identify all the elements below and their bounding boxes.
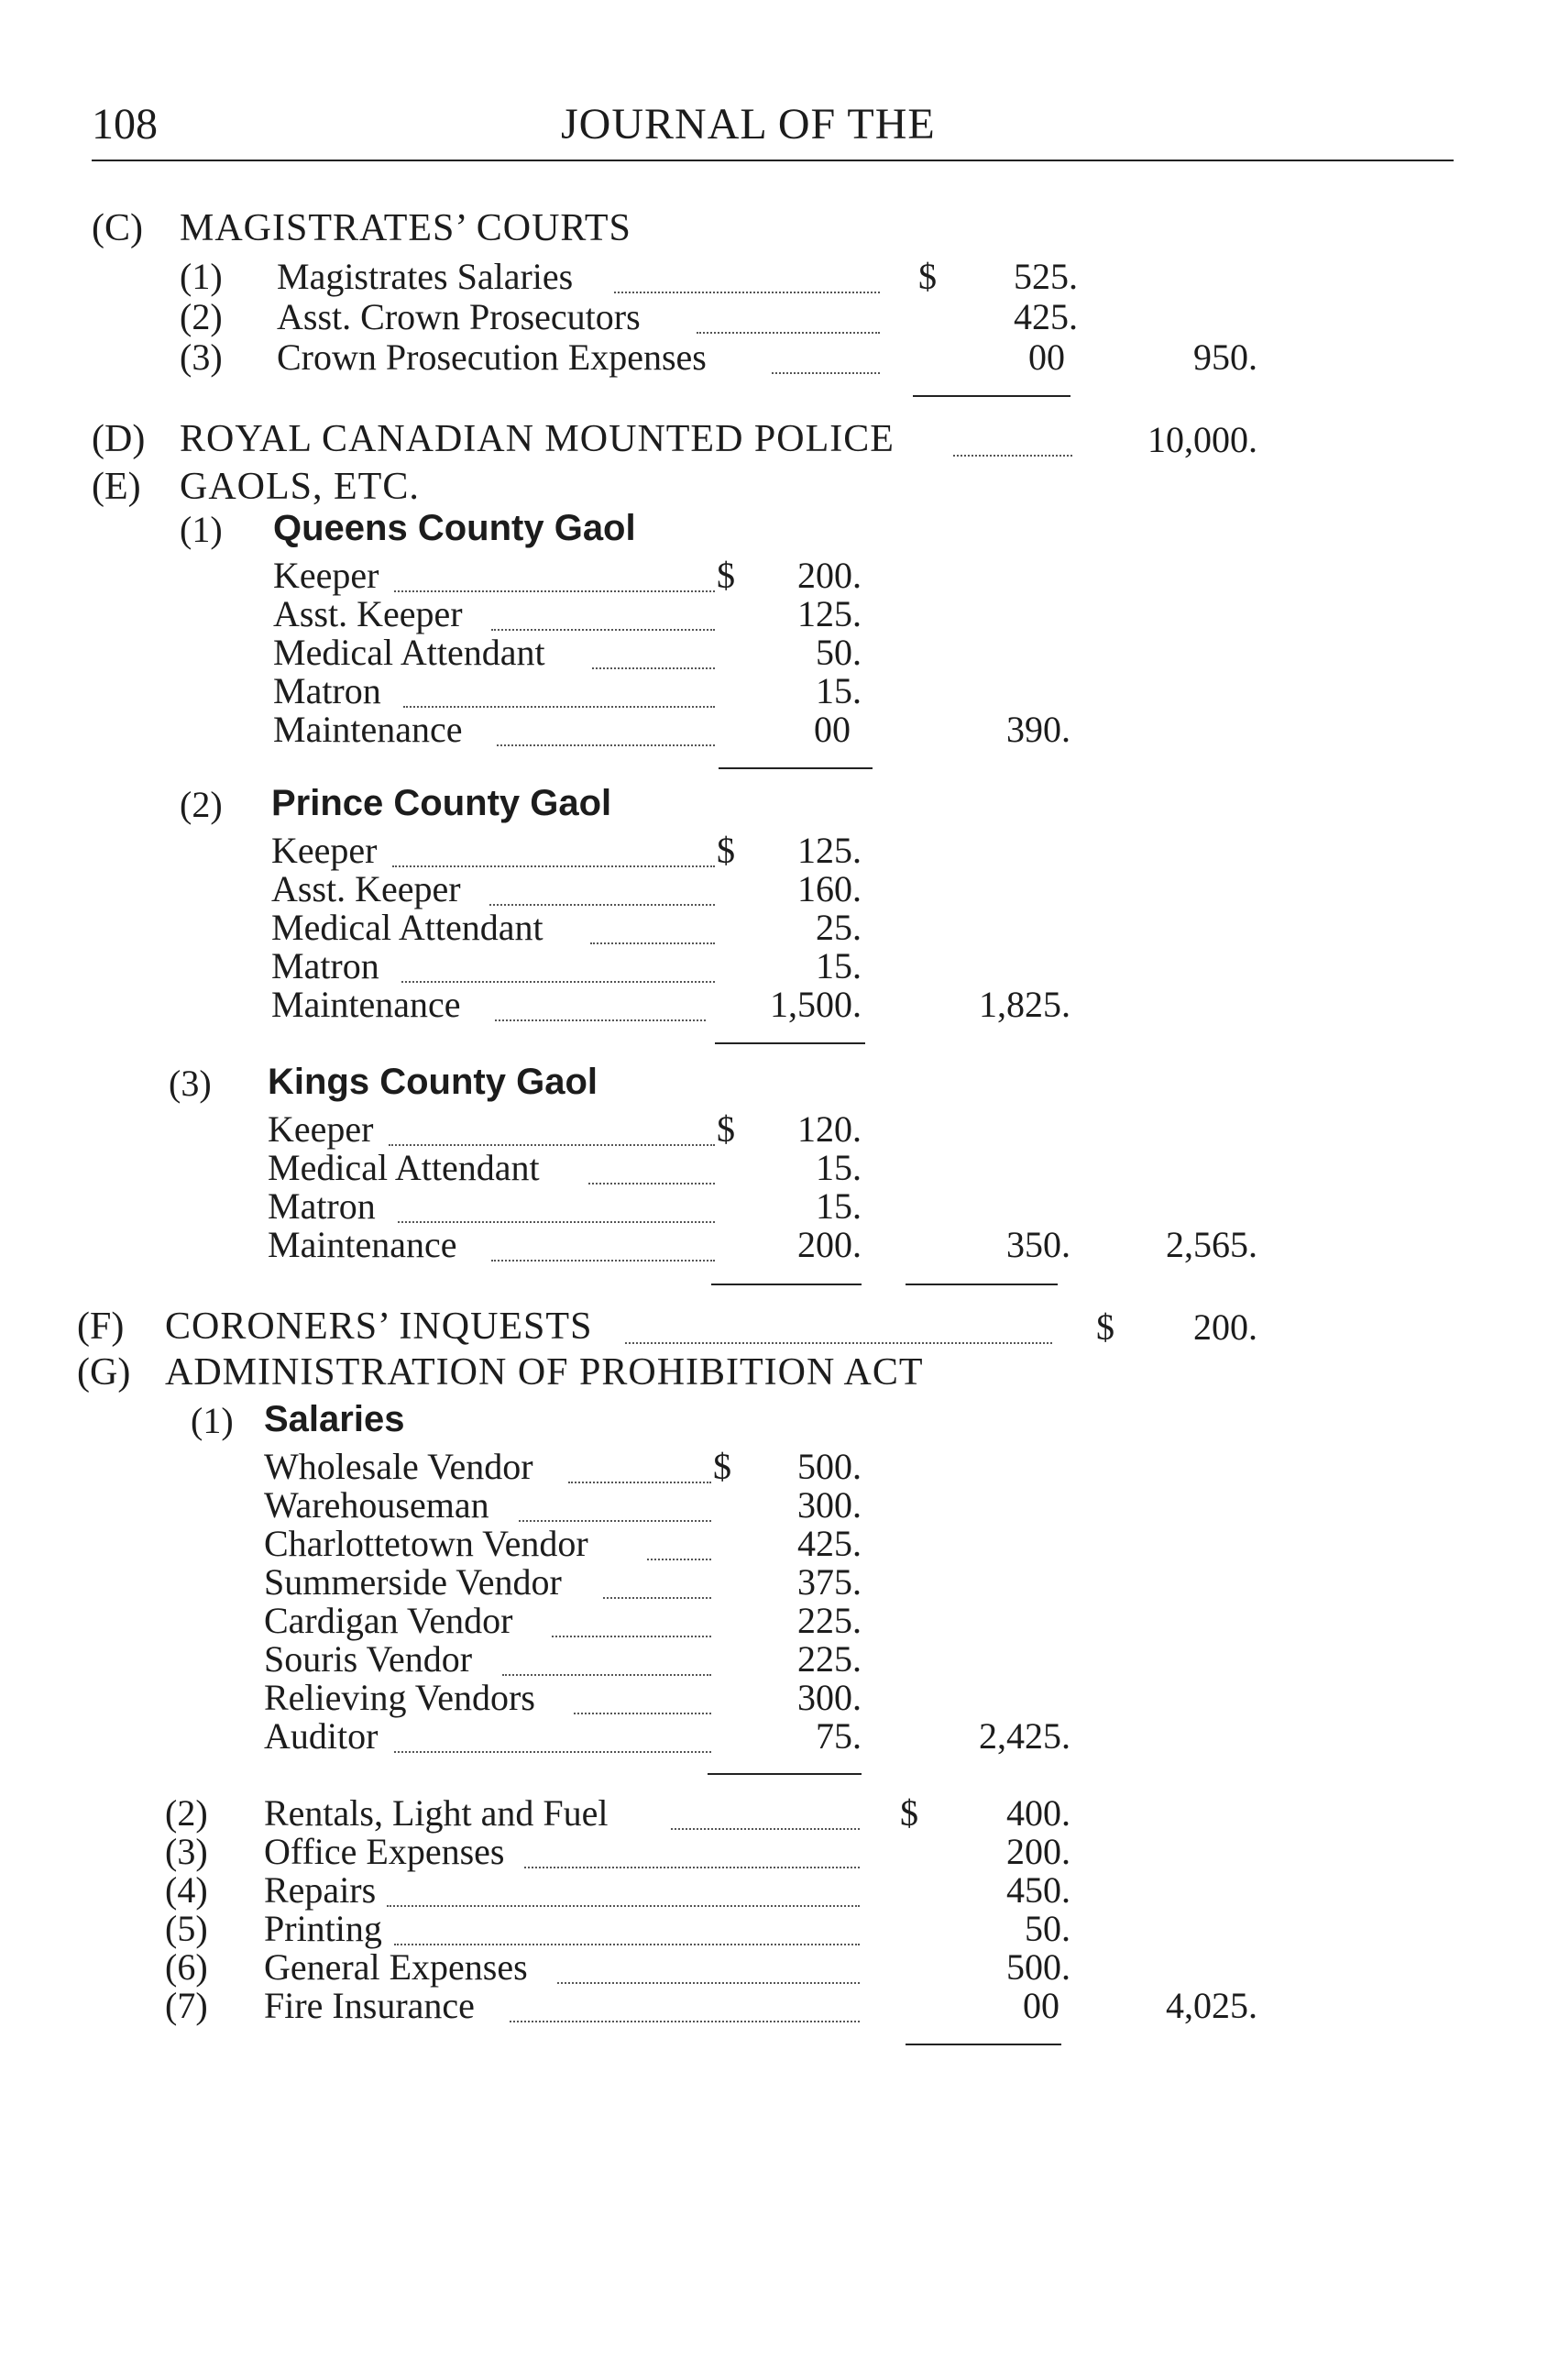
g-salary-amount: 225. [797, 1638, 862, 1680]
gaol-3-item-amount: 120. [797, 1108, 862, 1150]
g-salaries-name: Salaries [264, 1399, 405, 1439]
header-rule [92, 160, 1454, 161]
gaol-1-item-label: Keeper [273, 555, 379, 596]
e-total: 2,565. [1166, 1224, 1257, 1265]
g-salary-label: Souris Vendor [264, 1638, 473, 1680]
g-other-label: Rentals, Light and Fuel [264, 1792, 609, 1834]
gaol-3-item-label: Maintenance [268, 1224, 457, 1265]
leader-dots [491, 1260, 715, 1262]
gaol-3-item-label: Matron [268, 1185, 376, 1227]
c-item-1-num: (1) [180, 256, 223, 297]
leader-dots [614, 292, 880, 293]
gaol-2-dollar: $ [717, 830, 735, 871]
gaol-1-item-amount: 50. [816, 632, 862, 673]
g-other-amount: 00 [1023, 1985, 1059, 2026]
gaol-2-item-amount: 125. [797, 830, 862, 871]
section-g-title: ADMINISTRATION OF PROHIBITION ACT [165, 1351, 924, 1394]
leader-dots [625, 1342, 1052, 1344]
section-c-title: MAGISTRATES’ COURTS [180, 207, 631, 249]
g-other-num: (3) [165, 1831, 208, 1872]
leader-dots [497, 744, 715, 746]
sum-rule [906, 2044, 1061, 2045]
section-f-letter: (F) [77, 1306, 125, 1348]
section-d-letter: (D) [92, 418, 146, 460]
g-salary-amount: 225. [797, 1600, 862, 1641]
leader-dots [519, 1520, 711, 1522]
gaol-2-item-label: Maintenance [271, 984, 461, 1025]
gaol-2-item-label: Matron [271, 945, 379, 986]
leader-dots [403, 706, 715, 708]
c-item-2-amount: 425. [1014, 296, 1078, 337]
gaol-2-item-amount: 15. [816, 945, 862, 986]
d-total: 10,000. [1147, 419, 1257, 460]
g-other-amount: 500. [1006, 1946, 1070, 1988]
gaol-2-num: (2) [180, 784, 223, 825]
g-other-amount: 50. [1025, 1908, 1070, 1949]
section-d-title: ROYAL CANADIAN MOUNTED POLICE [180, 418, 895, 460]
section-e-letter: (E) [92, 466, 141, 508]
g-other-num: (7) [165, 1985, 208, 2026]
c-item-1-amount: 525. [1014, 256, 1078, 297]
gaol-1-item-amount: 200. [797, 555, 862, 596]
g-other-amount: 200. [1006, 1831, 1070, 1872]
leader-dots [495, 1019, 706, 1021]
leader-dots [394, 1751, 711, 1753]
gaol-1-item-label: Asst. Keeper [273, 593, 463, 634]
leader-dots [394, 590, 715, 592]
g-other-num: (5) [165, 1908, 208, 1949]
f-dollar: $ [1096, 1306, 1114, 1348]
g-other-label: General Expenses [264, 1946, 528, 1988]
sum-rule [719, 767, 873, 769]
c-item-1-label: Magistrates Salaries [277, 256, 574, 297]
gaol-1-dollar: $ [717, 555, 735, 596]
leader-dots [603, 1597, 711, 1599]
leader-dots [953, 455, 1072, 457]
g-salary-label: Relieving Vendors [264, 1677, 535, 1718]
leader-dots [647, 1559, 711, 1560]
f-total: 200. [1193, 1306, 1257, 1348]
gaol-1-item-amount: 125. [797, 593, 862, 634]
gaol-1-item-label: Maintenance [273, 709, 463, 750]
g-other-amount: 450. [1006, 1869, 1070, 1911]
g-salaries-num: (1) [191, 1400, 234, 1441]
gaol-2-item-amount: 1,500. [770, 984, 862, 1025]
g-salary-amount: 75. [816, 1715, 862, 1757]
leader-dots [590, 942, 715, 944]
leader-dots [401, 981, 715, 983]
leader-dots [588, 1183, 715, 1184]
g-other-num: (6) [165, 1946, 208, 1988]
g-other-amount: 400. [1006, 1792, 1070, 1834]
leader-dots [392, 865, 715, 867]
g-other-dollar: $ [900, 1792, 918, 1834]
g-salary-label: Auditor [264, 1715, 379, 1757]
gaol-2-item-amount: 160. [797, 868, 862, 909]
gaol-1-item-amount: 00 [814, 709, 851, 750]
g-total: 4,025. [1166, 1985, 1257, 2026]
g-other-num: (2) [165, 1792, 208, 1834]
c-total: 950. [1193, 336, 1257, 378]
leader-dots [524, 1867, 860, 1868]
leader-dots [510, 2021, 860, 2022]
section-e-title: GAOLS, ETC. [180, 466, 420, 508]
g-salary-label: Charlottetown Vendor [264, 1523, 588, 1564]
gaol-1-subtotal: 390. [1006, 709, 1070, 750]
g-other-num: (4) [165, 1869, 208, 1911]
leader-dots [387, 1905, 860, 1907]
leader-dots [502, 1674, 711, 1676]
sum-rule [715, 1042, 865, 1044]
gaol-2-name: Prince County Gaol [271, 783, 612, 823]
sum-rule [906, 1284, 1058, 1285]
c-item-2-label: Asst. Crown Prosecutors [277, 296, 641, 337]
c-item-2-num: (2) [180, 296, 223, 337]
gaol-3-subtotal: 350. [1006, 1224, 1070, 1265]
gaol-2-subtotal: 1,825. [979, 984, 1070, 1025]
g-other-label: Office Expenses [264, 1831, 505, 1872]
sum-rule [708, 1773, 862, 1775]
c-item-3-label: Crown Prosecution Expenses [277, 336, 707, 378]
gaol-2-item-label: Keeper [271, 830, 378, 871]
section-c-letter: (C) [92, 207, 143, 249]
sum-rule [711, 1284, 862, 1285]
leader-dots [398, 1221, 715, 1223]
gaol-3-item-label: Keeper [268, 1108, 374, 1150]
g-other-label: Fire Insurance [264, 1985, 475, 2026]
gaol-1-item-label: Medical Attendant [273, 632, 545, 673]
leader-dots [671, 1828, 860, 1830]
leader-dots [491, 629, 715, 631]
g-salary-amount: 425. [797, 1523, 862, 1564]
leader-dots [489, 904, 715, 906]
running-title: JOURNAL OF THE [561, 100, 936, 149]
g-salary-label: Cardigan Vendor [264, 1600, 513, 1641]
gaol-1-item-label: Matron [273, 670, 381, 711]
leader-dots [389, 1144, 715, 1146]
leader-dots [772, 372, 880, 374]
g-salary-amount: 300. [797, 1677, 862, 1718]
leader-dots [557, 1982, 860, 1984]
gaol-3-item-amount: 200. [797, 1224, 862, 1265]
leader-dots [697, 332, 880, 334]
g-salary-dollar: $ [713, 1446, 731, 1487]
page-number: 108 [92, 100, 158, 149]
gaol-3-item-amount: 15. [816, 1185, 862, 1227]
gaol-3-item-amount: 15. [816, 1147, 862, 1188]
leader-dots [574, 1713, 711, 1714]
sum-rule [913, 395, 1070, 397]
g-other-label: Repairs [264, 1869, 377, 1911]
leader-dots [592, 667, 715, 669]
gaol-3-num: (3) [169, 1063, 212, 1104]
c-item-1-dollar: $ [918, 256, 937, 297]
c-item-3-amount: 00 [1028, 336, 1065, 378]
leader-dots [394, 1944, 860, 1945]
gaol-2-item-label: Medical Attendant [271, 907, 543, 948]
gaol-3-item-label: Medical Attendant [268, 1147, 540, 1188]
gaol-1-name: Queens County Gaol [273, 508, 636, 548]
g-salary-amount: 375. [797, 1561, 862, 1603]
g-salary-amount: 500. [797, 1446, 862, 1487]
g-salary-label: Wholesale Vendor [264, 1446, 533, 1487]
section-g-letter: (G) [77, 1351, 131, 1394]
g-other-label: Printing [264, 1908, 382, 1949]
g-salary-label: Warehouseman [264, 1484, 489, 1526]
g-salary-amount: 300. [797, 1484, 862, 1526]
gaol-3-name: Kings County Gaol [268, 1062, 598, 1102]
gaol-3-dollar: $ [717, 1108, 735, 1150]
c-item-3-num: (3) [180, 336, 223, 378]
gaol-1-item-amount: 15. [816, 670, 862, 711]
leader-dots [552, 1636, 711, 1637]
gaol-2-item-label: Asst. Keeper [271, 868, 461, 909]
section-f-title: CORONERS’ INQUESTS [165, 1306, 593, 1348]
leader-dots [568, 1482, 711, 1483]
g-salaries-subtotal: 2,425. [979, 1715, 1070, 1757]
g-salary-label: Summerside Vendor [264, 1561, 562, 1603]
gaol-1-num: (1) [180, 509, 223, 550]
gaol-2-item-amount: 25. [816, 907, 862, 948]
